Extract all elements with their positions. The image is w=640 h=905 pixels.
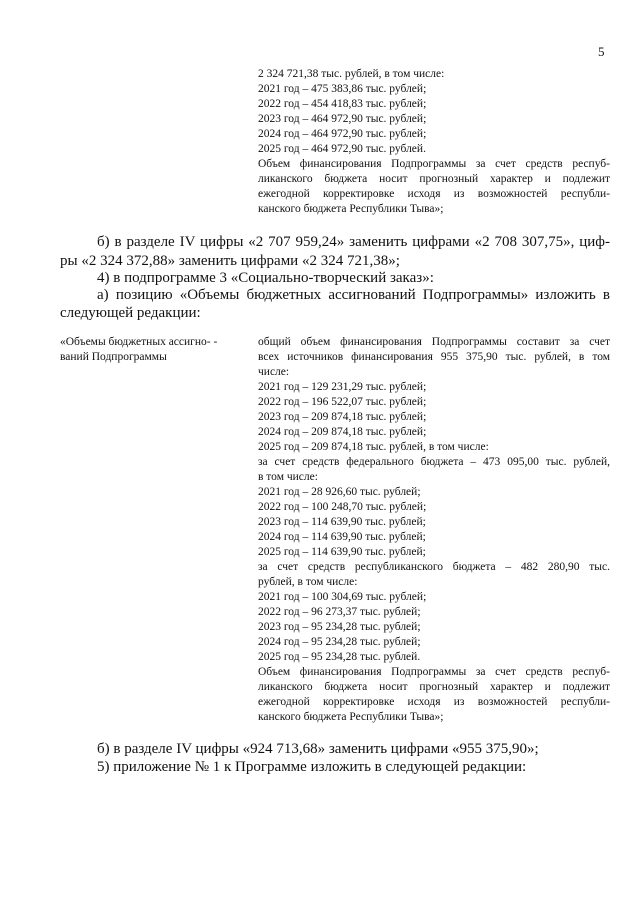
top-line: 2024 год – 464 972,90 тыс. рублей; <box>258 128 427 140</box>
paragraph-b-line-2: ры «2 324 372,88» заменить цифрами «2 324 721,38»; <box>60 253 400 269</box>
paragraph-4: 4) в подпрограмме 3 «Социально-творческий заказ»: <box>97 270 434 286</box>
right-line: числе: <box>258 366 290 378</box>
paragraph-a-line-2: следующей редакции: <box>60 305 201 321</box>
top-line: 2 324 721,38 тыс. рублей, в том числе: <box>258 68 445 80</box>
right-line: 2025 год – 95 234,28 тыс. рублей. <box>258 651 421 663</box>
right-line: 2021 год – 28 926,60 тыс. рублей; <box>258 486 421 498</box>
right-line: 2022 год – 100 248,70 тыс. рублей; <box>258 501 427 513</box>
paragraph-a-line-1: а) позицию «Объемы бюджетных ассигнований Подпрограммы» изложить в <box>97 287 610 303</box>
right-line: общий объем финансирования Подпрограммы составит за счет <box>258 336 610 348</box>
top-line: ликанского бюджета носит прогнозный характер и подлежит <box>258 173 610 185</box>
right-line: 2023 год – 114 639,90 тыс. рублей; <box>258 516 426 528</box>
top-line: 2025 год – 464 972,90 тыс. рублей. <box>258 143 426 155</box>
left-label-line: ваний Подпрограммы <box>60 351 167 363</box>
right-line: 2025 год – 114 639,90 тыс. рублей; <box>258 546 426 558</box>
top-line: ежегодной корректировке исходя из возможностей республи- <box>258 188 610 200</box>
right-line: 2024 год – 114 639,90 тыс. рублей; <box>258 531 426 543</box>
right-line: 2023 год – 95 234,28 тыс. рублей; <box>258 621 421 633</box>
right-line: 2022 год – 96 273,37 тыс. рублей; <box>258 606 421 618</box>
right-line: 2022 год – 196 522,07 тыс. рублей; <box>258 396 427 408</box>
right-line: 2021 год – 129 231,29 тыс. рублей; <box>258 381 427 393</box>
paragraph-b-line-1: б) в разделе IV цифры «2 707 959,24» заменить цифрами «2 708 307,75», циф- <box>97 234 610 250</box>
paragraph-5: 5) приложение № 1 к Программе изложить в следующей редакции: <box>97 759 527 775</box>
right-line: всех источников финансирования 955 375,90 тыс. рублей, в том <box>258 351 610 363</box>
right-line: 2025 год – 209 874,18 тыс. рублей, в том числе: <box>258 441 489 453</box>
right-line: рублей, в том числе: <box>258 576 358 588</box>
right-line: 2024 год – 95 234,28 тыс. рублей; <box>258 636 421 648</box>
right-line: ликанского бюджета носит прогнозный характер и подлежит <box>258 681 610 693</box>
right-line: 2024 год – 209 874,18 тыс. рублей; <box>258 426 427 438</box>
right-line: за счет средств федерального бюджета – 473 095,00 тыс. рублей, <box>258 456 610 468</box>
right-line: ежегодной корректировке исходя из возможностей республи- <box>258 696 610 708</box>
paragraph-b-section-iv: б) в разделе IV цифры «924 713,68» заменить цифрами «955 375,90»; <box>97 741 539 757</box>
top-line: 2021 год – 475 383,86 тыс. рублей; <box>258 83 427 95</box>
right-line: 2021 год – 100 304,69 тыс. рублей; <box>258 591 427 603</box>
right-line: канского бюджета Республики Тыва»; <box>258 711 444 723</box>
page-number: 5 <box>598 44 605 59</box>
top-line: 2023 год – 464 972,90 тыс. рублей; <box>258 113 427 125</box>
right-line: 2023 год – 209 874,18 тыс. рублей; <box>258 411 427 423</box>
right-line: за счет средств республиканского бюджета – 482 280,90 тыс. <box>258 561 610 573</box>
top-line: Объем финансирования Подпрограммы за счет средств респуб- <box>258 158 610 170</box>
right-line: в том числе: <box>258 471 318 483</box>
right-line: Объем финансирования Подпрограммы за счет средств респуб- <box>258 666 610 678</box>
left-label-line: «Объемы бюджетных ассигно- - <box>60 336 218 348</box>
top-line: 2022 год – 454 418,83 тыс. рублей; <box>258 98 427 110</box>
top-line: канского бюджета Республики Тыва»; <box>258 203 444 215</box>
